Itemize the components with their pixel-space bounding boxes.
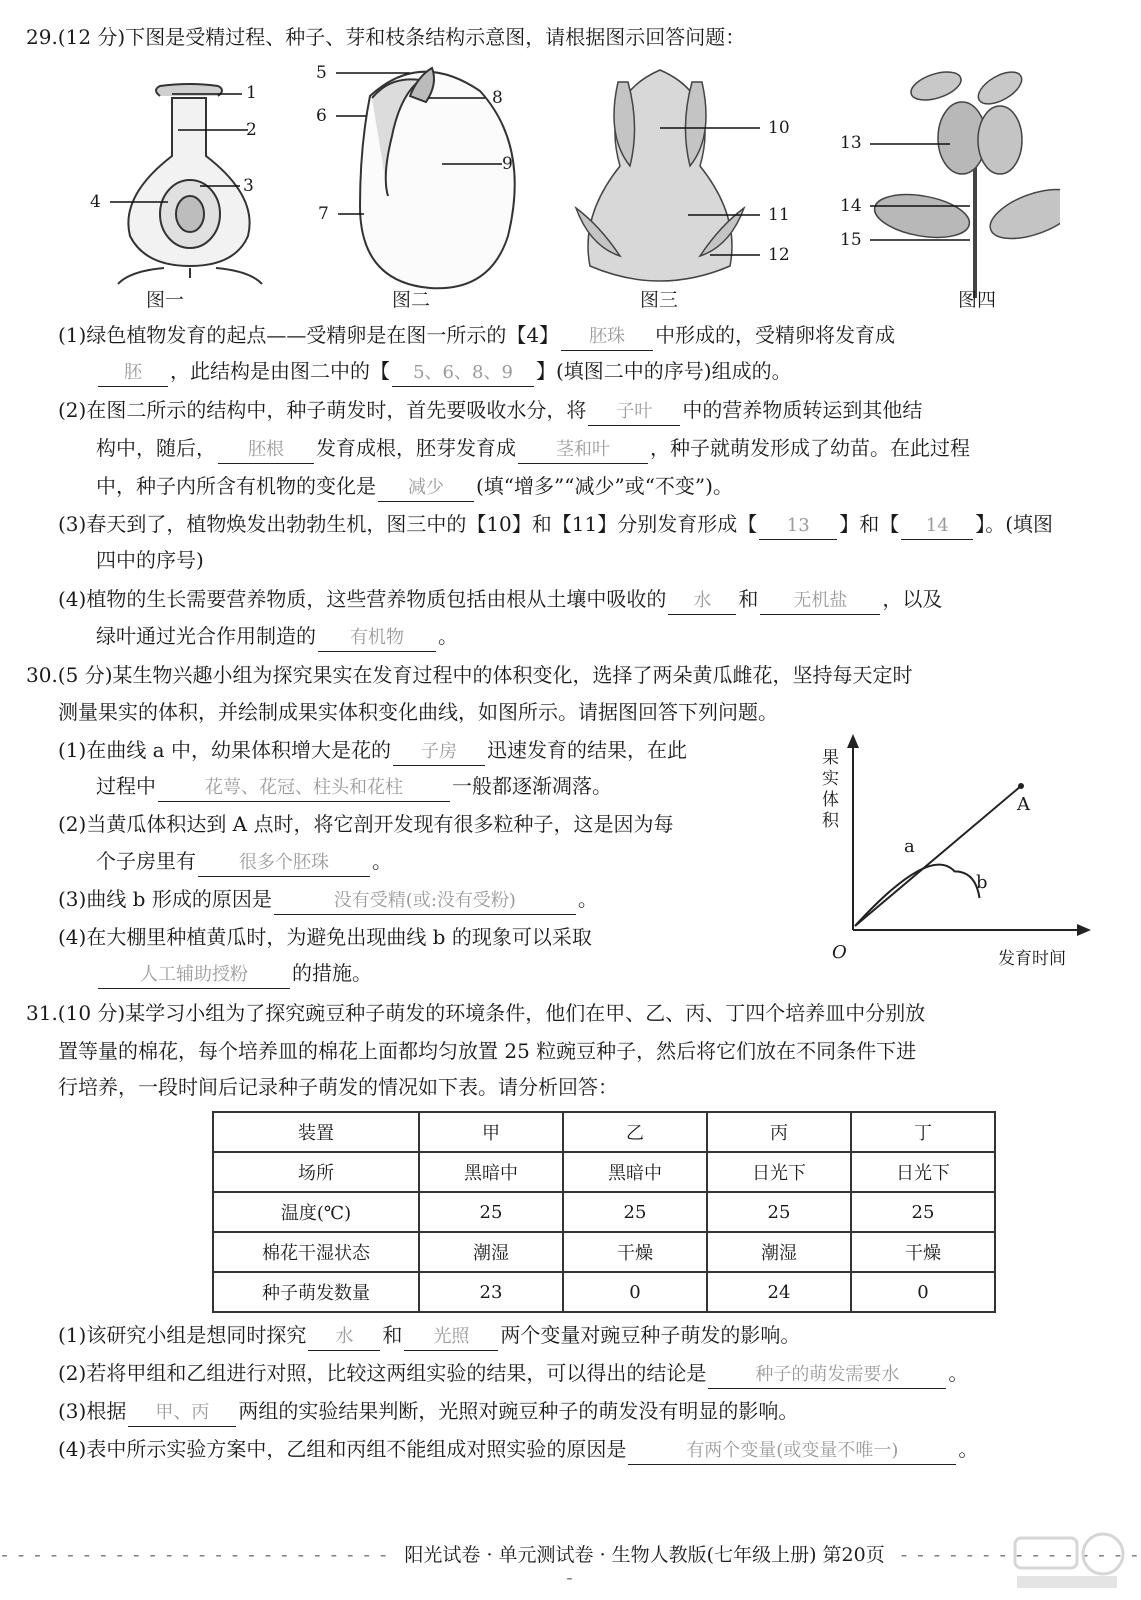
chart-ylabel: 果实体积 (822, 748, 839, 831)
table-cell: 潮湿 (419, 1232, 563, 1272)
fruit-volume-chart (815, 728, 1095, 972)
table-cell: 黑暗中 (419, 1152, 563, 1192)
fig-num-4: 4 (90, 192, 101, 212)
table-cell: 25 (563, 1192, 707, 1232)
q30-header-line2: 测量果实的体积，并绘制成果实体积变化曲线，如图所示。请据图回答下列问题。 (58, 700, 778, 724)
table-row-header: 温度(℃) (213, 1192, 419, 1232)
q30-p2-line2: 个子房里有 很多个胚珠 。 (96, 846, 392, 877)
fig-num-3: 3 (243, 176, 254, 196)
q29-p3-line1: (3)春天到了，植物焕发出勃勃生机，图三中的【10】和【11】分别发育形成【 13 】和【 14 】。(填图 (58, 509, 1053, 540)
chart-xlabel: 发育时间 (998, 949, 1066, 969)
chart-point-label: A (1017, 794, 1030, 815)
fig-num-1: 1 (246, 83, 257, 103)
table-row-header: 场所 (213, 1152, 419, 1192)
answer-blank[interactable]: 甲、丙 (128, 1400, 236, 1427)
fig-num-2: 2 (246, 120, 257, 140)
figure3-caption: 图三 (640, 289, 679, 311)
q31-header-line2: 置等量的棉花，每个培养皿的棉花上面都均匀放置 25 粒豌豆种子，然后将它们放在不同条件下进 (58, 1039, 917, 1063)
answer-blank[interactable]: 子房 (393, 739, 485, 766)
answer-blank[interactable]: 没有受精(或:没有受粉) (274, 888, 576, 915)
fig-num-10: 10 (768, 118, 790, 138)
table-cell: 0 (563, 1272, 707, 1312)
table-cell: 干燥 (563, 1232, 707, 1272)
fig-num-15: 15 (840, 230, 862, 250)
answer-blank[interactable]: 种子的萌发需要水 (708, 1362, 946, 1389)
q29-p3-line2: 四中的序号) (96, 548, 204, 572)
answer-blank[interactable]: 胚根 (218, 437, 314, 464)
answer-blank[interactable]: 很多个胚珠 (198, 850, 370, 877)
table-row (213, 1192, 995, 1232)
figure-group (60, 56, 1060, 316)
table-cell: 黑暗中 (563, 1152, 707, 1192)
q30-p2-line1: (2)当黄瓜体积达到 A 点时，将它剖开发现有很多粒种子，这是因为每 (58, 812, 674, 836)
table-cell: 干燥 (851, 1232, 995, 1272)
experiment-table (212, 1111, 996, 1313)
point-a-marker (1018, 783, 1024, 789)
table-cell: 乙 (563, 1112, 707, 1152)
table-row (213, 1152, 995, 1192)
q30-p4-line2: 人工辅助授粉 的措施。 (96, 958, 372, 989)
q29-header: 29.(12 分)下图是受精过程、种子、芽和枝条结构示意图，请根据图示回答问题： (26, 25, 746, 49)
q29-p1-line1: (1)绿色植物发育的起点——受精卵是在图一所示的【4】 胚珠 中形成的，受精卵将发育成 (58, 320, 895, 351)
table-row-header: 种子萌发数量 (213, 1272, 419, 1312)
y-axis-arrow (847, 734, 859, 748)
chart-origin-label: O (832, 942, 847, 963)
answer-blank[interactable]: 胚 (98, 360, 168, 387)
answer-blank[interactable]: 胚珠 (561, 324, 653, 351)
answer-blank[interactable]: 茎和叶 (518, 437, 648, 464)
q30-header-line1: 30.(5 分)某生物兴趣小组为探究果实在发育过程中的体积变化，选择了两朵黄瓜雌花，坚持每天定时 (26, 663, 913, 687)
figure4-branch (871, 66, 1060, 298)
q30-p1-line2: 过程中 花萼、花冠、柱头和花柱 一般都逐渐凋落。 (96, 771, 612, 802)
answer-blank[interactable]: 13 (759, 513, 837, 540)
fig-num-6: 6 (316, 106, 327, 126)
table-cell: 潮湿 (707, 1232, 851, 1272)
fig-num-14: 14 (840, 196, 862, 216)
table-cell: 日光下 (851, 1152, 995, 1192)
table-cell: 0 (851, 1272, 995, 1312)
figure1-pistil (118, 84, 262, 284)
footer-text: 阳光试卷 · 单元测试卷 · 生物人教版(七年级上册) 第20页 (404, 1544, 885, 1566)
series-b-label: b (976, 872, 988, 893)
q29-p4-line1: (4)植物的生长需要营养物质，这些营养物质包括由根从土壤中吸收的 水 和 无机盐 ，以及 (58, 584, 942, 615)
q31-p2: (2)若将甲组和乙组进行对照，比较这两组实验的结果，可以得出的结论是 种子的萌发需要水 。 (58, 1358, 968, 1389)
table-cell: 25 (851, 1192, 995, 1232)
figure1-caption: 图一 (146, 289, 185, 311)
table-cell: 丙 (707, 1112, 851, 1152)
answer-blank[interactable]: 减少 (378, 475, 474, 502)
table-cell: 丁 (851, 1112, 995, 1152)
answer-blank[interactable]: 有机物 (318, 625, 436, 652)
answer-blank[interactable]: 人工辅助授粉 (98, 962, 290, 989)
answer-blank[interactable]: 子叶 (588, 399, 680, 426)
answer-blank[interactable]: 花萼、花冠、柱头和花柱 (158, 775, 450, 802)
table-row (213, 1112, 995, 1152)
fig-num-9: 9 (502, 154, 513, 174)
figure3-bud (576, 70, 744, 281)
table-cell: 25 (419, 1192, 563, 1232)
fig-num-8: 8 (492, 88, 503, 108)
table-row-header: 棉花干湿状态 (213, 1232, 419, 1272)
fig-num-12: 12 (768, 245, 790, 265)
answer-blank[interactable]: 无机盐 (760, 588, 880, 615)
table-row (213, 1232, 995, 1272)
q31-header-line1: 31.(10 分)某学习小组为了探究豌豆种子萌发的环境条件，他们在甲、乙、丙、丁四个培养皿中分别放 (26, 1001, 926, 1025)
q31-p1: (1)该研究小组是想同时探究 水 和 光照 两个变量对豌豆种子萌发的影响。 (58, 1320, 800, 1351)
q31-header-line3: 行培养，一段时间后记录种子萌发的情况如下表。请分析回答： (58, 1075, 618, 1099)
x-axis-arrow (1077, 924, 1091, 936)
answer-blank[interactable]: 水 (308, 1324, 380, 1351)
fig-num-11: 11 (768, 205, 790, 225)
table-cell: 日光下 (707, 1152, 851, 1192)
fig-num-7: 7 (318, 204, 329, 224)
q31-p3: (3)根据 甲、丙 两组的实验结果判断，光照对豌豆种子的萌发没有明显的影响。 (58, 1396, 798, 1427)
q29-p2-line1: (2)在图二所示的结构中，种子萌发时，首先要吸收水分，将 子叶 中的营养物质转运到其他结 (58, 395, 922, 426)
table-cell: 25 (707, 1192, 851, 1232)
q30-p3-line1: (3)曲线 b 形成的原因是 没有受精(或:没有受粉) 。 (58, 884, 598, 915)
q29-p2-line2: 构中，随后， 胚根 发育成根，胚芽发育成 茎和叶 ，种子就萌发形成了幼苗。在此过程 (96, 433, 970, 464)
page-footer: - - - - - - - - - - - - - - - - - - - - - - - - 阳光试卷 · 单元测试卷 · 生物人教版(七年级上册) 第20页 - - - - - - - - - - - - - - - - (1, 1544, 1140, 1589)
table-cell: 23 (419, 1272, 563, 1312)
watermark-logo (1011, 1530, 1129, 1592)
figure2-caption: 图二 (392, 289, 431, 311)
table-row-header: 装置 (213, 1112, 419, 1152)
q29-p4-line2: 绿叶通过光合作用制造的 有机物 。 (96, 621, 458, 652)
answer-blank[interactable]: 光照 (404, 1324, 498, 1351)
answer-blank[interactable]: 水 (668, 588, 736, 615)
series-a-line (855, 786, 1021, 926)
q29-p2-line3: 中，种子内所含有机物的变化是 减少 (填“增多”“减少”或“不变”)。 (96, 471, 733, 502)
figure4-caption: 图四 (958, 289, 997, 311)
table-row (213, 1272, 995, 1312)
fig-num-5: 5 (316, 63, 327, 83)
table-cell: 甲 (419, 1112, 563, 1152)
q30-p1-line1: (1)在曲线 a 中，幼果体积增大是花的 子房 迅速发育的结果，在此 (58, 735, 687, 766)
answer-blank[interactable]: 有两个变量(或变量不唯一) (628, 1438, 956, 1465)
series-a-label: a (904, 836, 915, 857)
q31-p4: (4)表中所示实验方案中，乙组和丙组不能组成对照实验的原因是 有两个变量(或变量不唯一) 。 (58, 1434, 978, 1465)
fig-num-13: 13 (840, 133, 862, 153)
answer-blank[interactable]: 14 (901, 513, 973, 540)
table-cell: 24 (707, 1272, 851, 1312)
q29-p1-line2: 胚 ，此结构是由图二中的【 5、6、8、9 】(填图二中的序号)组成的。 (96, 356, 792, 387)
answer-blank[interactable]: 5、6、8、9 (392, 360, 534, 387)
q30-p4-line1: (4)在大棚里种植黄瓜时，为避免出现曲线 b 的现象可以采取 (58, 925, 592, 949)
